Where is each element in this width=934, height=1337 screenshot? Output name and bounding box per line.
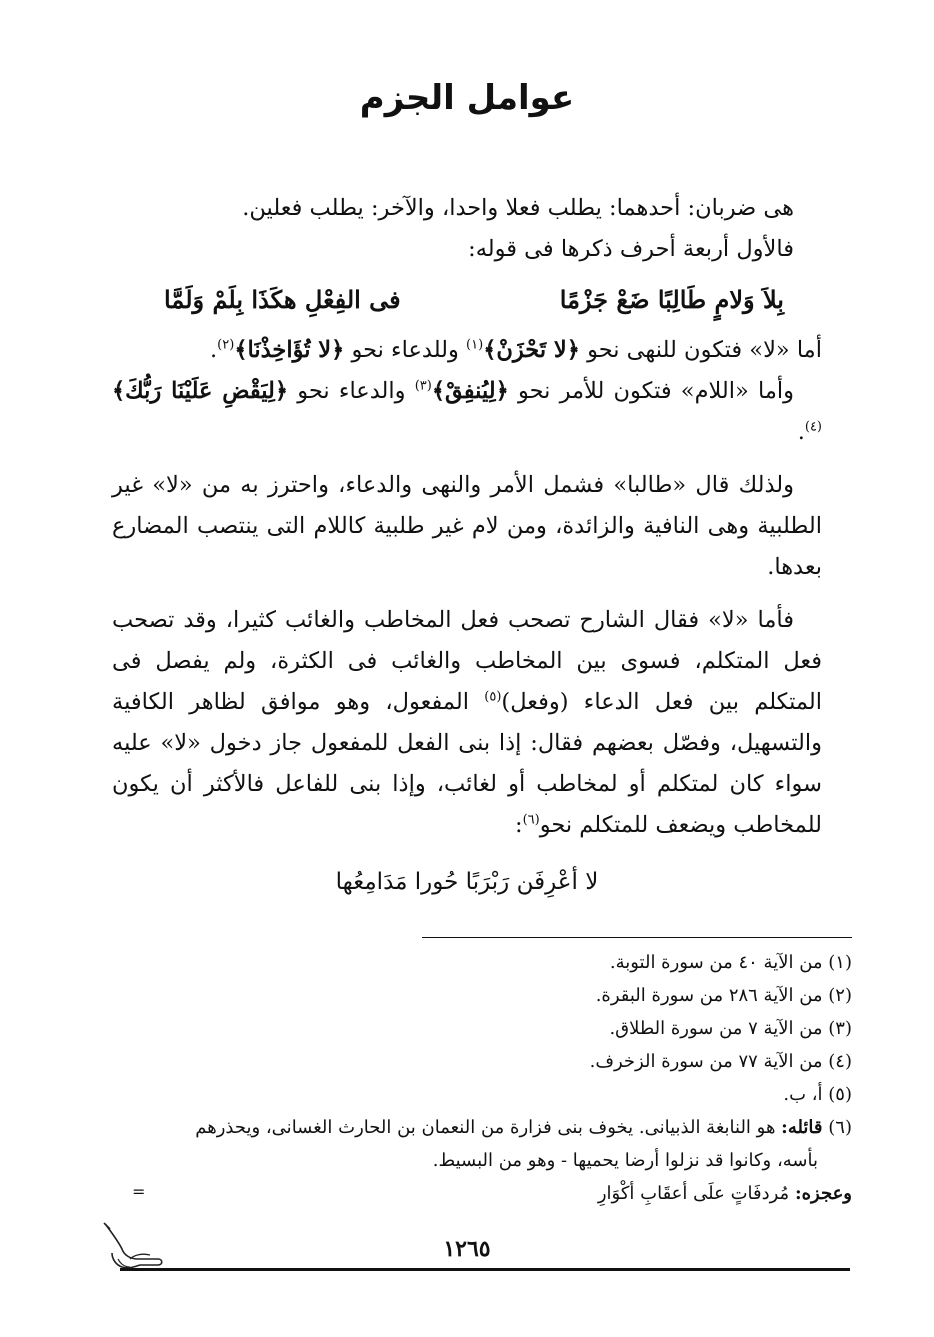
verse-second-hemistich: فى الفِعْلِ هكَذَا بِلَمْ وَلَمَّا	[164, 285, 401, 314]
continuation-mark: =	[132, 1182, 146, 1201]
footnote-text: مُردفَاتٍ علَى أعقَابِ أكْوَارِ	[597, 1183, 790, 1204]
text-segment: .	[210, 337, 218, 363]
paragraph-5: ولذلك قال «طالبا» فشمل الأمر والنهى والدعاء، واحترز به من «لا» غير الطلبية وهى النافية والزائدة، ومن لام غير طلبية كاللام التى ينتصب المضارع بعدها.	[112, 472, 822, 580]
paragraph-6	[112, 600, 822, 846]
quran-quote: ﴿لِيَقْضِ عَلَيْنَا رَبُّكَ﴾	[112, 378, 289, 404]
footnote-ref: (٢)	[217, 337, 235, 353]
main-text	[112, 188, 822, 912]
paragraph-1: هى ضربان: أحدهما: يطلب فعلا واحدا، والآخر: يطلب فعلين.	[242, 195, 794, 221]
text-segment: :	[514, 812, 523, 838]
footnote-label: قائله:	[781, 1117, 823, 1138]
quran-quote: ﴿لِيُنفِقْ﴾	[431, 378, 509, 404]
text-segment: أما «لا» فتكون للنهى نحو	[587, 337, 822, 363]
footnote-1: (١) من الآية ٤٠ من سورة التوبة.	[609, 952, 852, 973]
quran-quote: ﴿لا تَحْزَنْ﴾	[483, 337, 580, 363]
page-bottom-rule	[120, 1268, 850, 1271]
footnote-ref: (٣)	[414, 378, 432, 394]
footnote-text: هو النابغة الذبيانى. يخوف بنى فزارة من النعمان بن الحارث الغسانى، ويحذرهم	[195, 1117, 776, 1138]
footnote-ref: (١)	[466, 337, 484, 353]
page-title: عوامل الجزم	[359, 78, 575, 118]
paragraph-2: فالأول أربعة أحرف ذكرها فى قوله:	[468, 236, 794, 262]
footnote-ref: (٦)	[522, 812, 540, 828]
footnote-4: (٤) من الآية ٧٧ من سورة الزخرف.	[589, 1051, 852, 1072]
verse-line-2: لا أعْرِفَن رَبْرَبًا حُورا مَدَامِعُها	[335, 869, 599, 895]
text-segment: المفعول، وهو موافق لظاهر الكافية والتسهيل، وفصّل بعضهم فقال: إذا بنى الفعل للمفعول جاز دخول «لا» عليه سواء كان لمتكلم أو لمخاطب أو لغائب، وإذا بنى للفاعل فالأكثر أن يكون للمخاطب ويضعف للمتكلم نحو	[112, 689, 822, 838]
footnote-6	[110, 1111, 852, 1144]
verse-line-1	[112, 270, 822, 330]
verse-first-hemistich: بِلاَ وَلامٍ طَالِبًا ضَعْ جَزْمًا	[559, 285, 784, 314]
text-segment: فأما «لا» فقال الشارح تصحب فعل المخاطب والغائب كثيرا، وقد تصحب فعل المتكلم، فسوى بين المخاطب والغائب فى الكثرة، ولم يفصل فى المتكلم بين فعل الدعاء (وفعل)	[112, 607, 823, 715]
footnote-5: (٥) أ، ب.	[783, 1084, 852, 1105]
quran-quote: ﴿لا تُؤَاخِذْنَا﴾	[234, 337, 345, 363]
footnote-2: (٢) من الآية ٢٨٦ من سورة البقرة.	[595, 985, 852, 1006]
paragraph-3	[112, 330, 822, 371]
footnote-separator	[422, 937, 852, 938]
footnote-6-continuation: بأسه، وكانوا قد نزلوا أرضا يحميها - وهو من البسيط.	[432, 1150, 818, 1171]
footnote-6-verse	[110, 1177, 852, 1210]
text-segment: .	[797, 419, 805, 445]
text-segment: وللدعاء نحو	[351, 337, 459, 363]
footnote-number: (٦)	[828, 1117, 852, 1138]
paragraph-4	[112, 371, 822, 453]
text-segment: وأما «اللام» فتكون للأمر نحو	[517, 378, 794, 404]
footnote-ref: (٥)	[484, 689, 502, 705]
footnote-ref: (٤)	[804, 419, 822, 435]
footnotes	[110, 946, 852, 1210]
footnote-label: وعجزه:	[794, 1183, 852, 1204]
text-segment: والدعاء نحو	[297, 378, 406, 404]
footnote-3: (٣) من الآية ٧ من سورة الطلاق.	[609, 1018, 852, 1039]
page-number: ١٢٦٥	[443, 1236, 491, 1262]
